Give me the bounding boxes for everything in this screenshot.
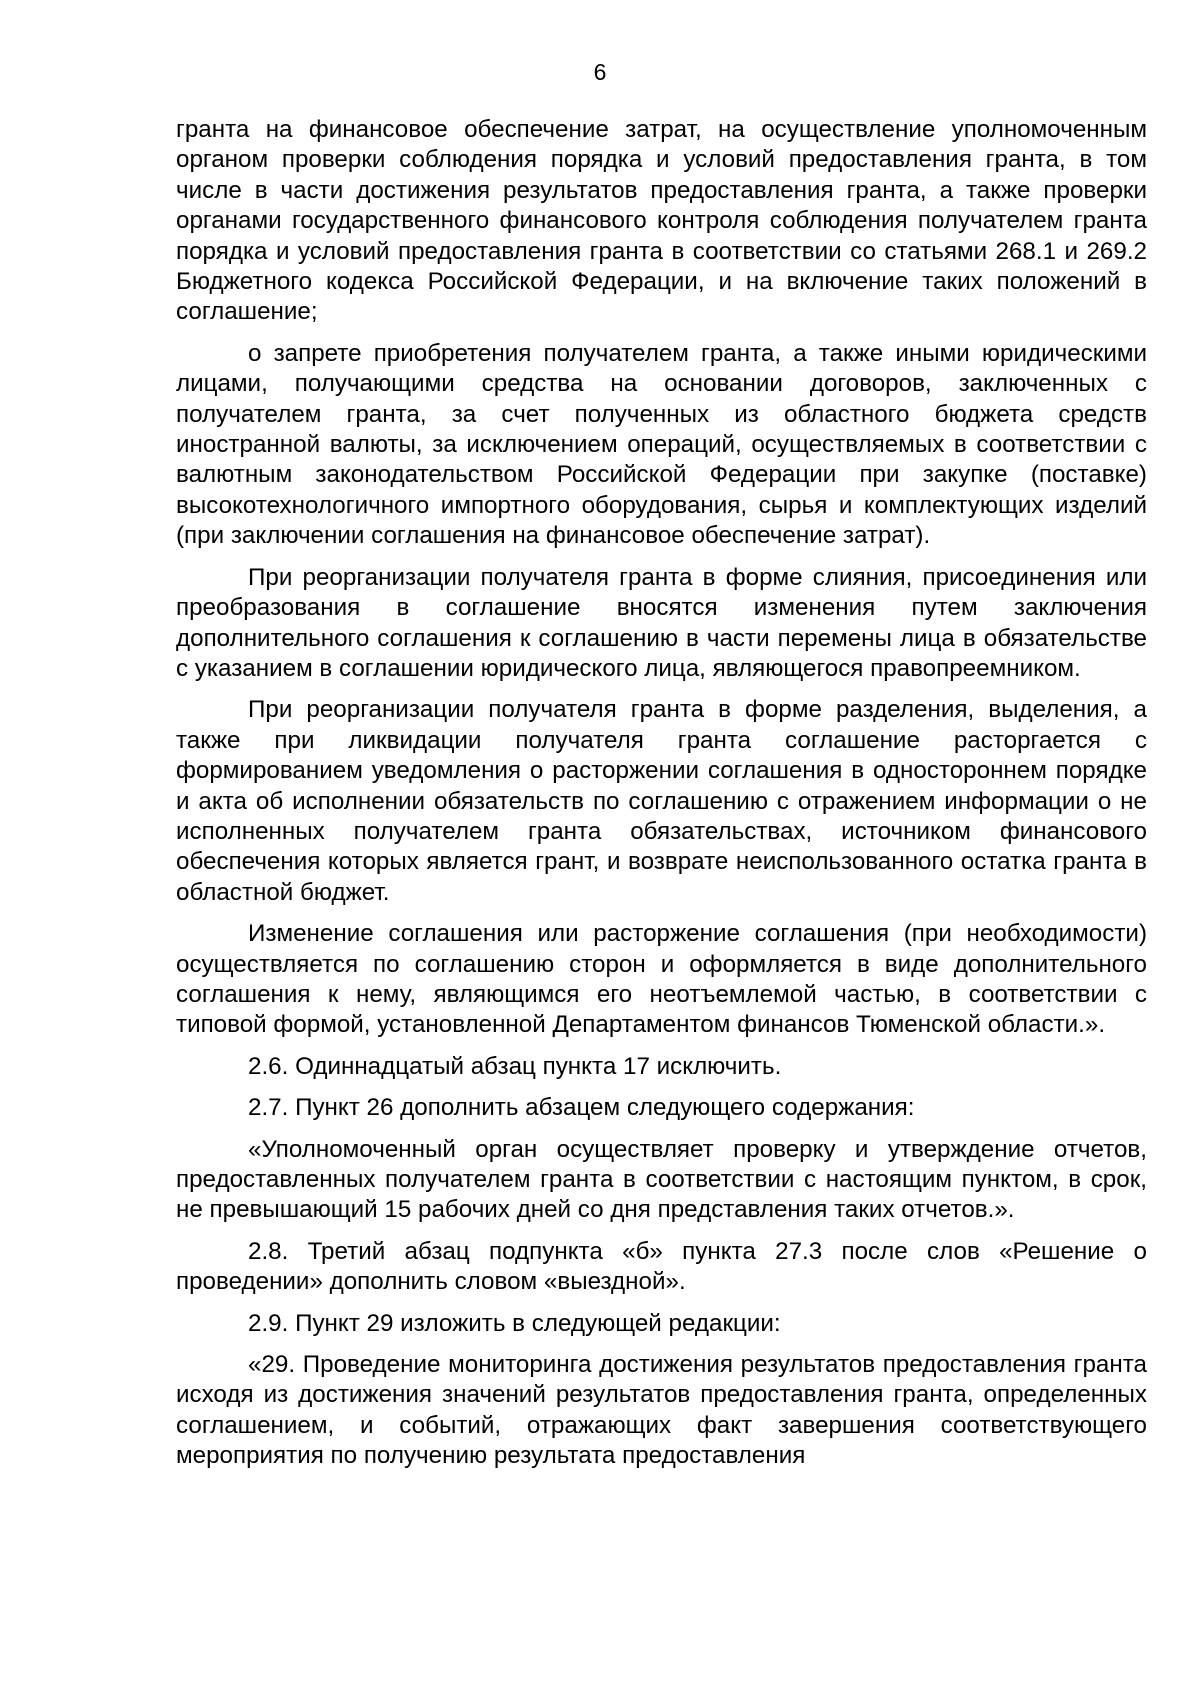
paragraph-item-2-6: 2.6. Одиннадцатый абзац пункта 17 исключить.	[248, 1052, 782, 1080]
paragraph-item-2-9: 2.9. Пункт 29 изложить в следующей редакции:	[248, 1309, 781, 1337]
paragraph-currency-ban: о запрете приобретения получателем гранта, а также иными юридическими лицами, получающими средства на основании договоров, заключенных с получателем гранта, за счет полученных из областного бюджета средств иностранной валюты, за исключением операций, осуществляемых в соответствии с валютным законодательством Российской Федерации при закупке (поставке) высокотехнологичного импортного оборудования, сырья и комплектующих изделий (при заключении соглашения на финансовое обеспечение затрат).	[176, 339, 1147, 550]
document-body	[176, 115, 1147, 1483]
paragraph-report-check: «Уполномоченный орган осуществляет проверку и утверждение отчетов, предоставленных получателем гранта в соответствии с настоящим пунктом, в срок, не превышающий 15 рабочих дней со дня представления таких отчетов.».	[176, 1135, 1147, 1224]
page-number: 6	[593, 59, 607, 85]
paragraph-item-2-7: 2.7. Пункт 26 дополнить абзацем следующего содержания:	[248, 1094, 915, 1122]
paragraph-agreement-change: Изменение соглашения или расторжение соглашения (при необходимости) осуществляется по соглашению сторон и оформляется в виде дополнительного соглашения к нему, являющимся его неотъемлемой частью, в соответствии с типовой формой, установленной Департаментом финансов Тюменской области.».	[176, 920, 1147, 1039]
paragraph-reorganization-merge: При реорганизации получателя гранта в форме слияния, присоединения или преобразования в соглашение вносятся изменения путем заключения дополнительного соглашения к соглашению в части перемены лица в обязательстве с указанием в соглашении юридического лица, являющегося правопреемником.	[176, 563, 1147, 682]
paragraph-item-2-8: 2.8. Третий абзац подпункта «б» пункта 27.3 после слов «Решение о проведении» дополнить словом «выездной».	[176, 1237, 1147, 1296]
paragraph-item-29: «29. Проведение мониторинга достижения результатов предоставления гранта исходя из достижения значений результатов предоставления гранта, определенных соглашением, и событий, отражающих факт завершения соответствующего мероприятия по получению результата предоставления	[176, 1351, 1147, 1470]
paragraph-reorganization-split: При реорганизации получателя гранта в форме разделения, выделения, а также при ликвидации получателя гранта соглашение расторгается с формированием уведомления о расторжении соглашения в одностороннем порядке и акта об исполнении обязательств по соглашению с отражением информации о не исполненных получателем гранта обязательствах, источником финансового обеспечения которых является грант, и возврате неиспользованного остатка гранта в областной бюджет.	[176, 696, 1147, 906]
paragraph-continuation: гранта на финансовое обеспечение затрат, на осуществление уполномоченным органом проверки соблюдения порядка и условий предоставления гранта, в том числе в части достижения результатов предоставления гранта, а также проверки органами государственного финансового контроля соблюдения получателем гранта порядка и условий предоставления гранта в соответствии со статьями 268.1 и 269.2 Бюджетного кодекса Российской Федерации, и на включение таких положений в соглашение;	[176, 116, 1147, 326]
